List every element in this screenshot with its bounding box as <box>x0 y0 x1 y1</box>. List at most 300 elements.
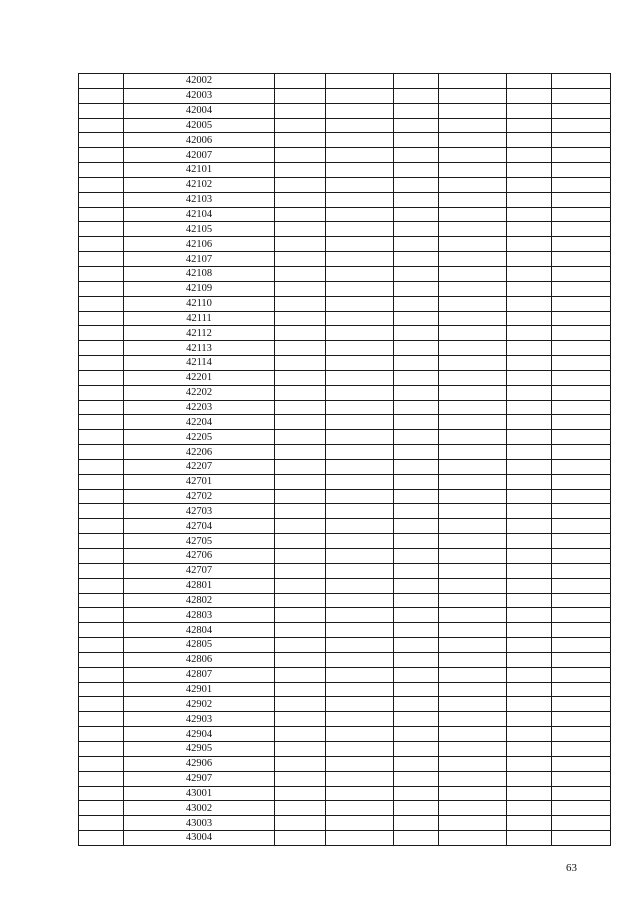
empty-cell <box>275 356 326 371</box>
code-cell: 42113 <box>124 341 275 356</box>
table-row <box>79 623 611 638</box>
table-row <box>79 415 611 430</box>
empty-cell <box>552 697 611 712</box>
empty-cell <box>326 88 394 103</box>
empty-cell <box>552 252 611 267</box>
empty-cell <box>552 356 611 371</box>
empty-cell <box>326 326 394 341</box>
empty-cell <box>79 207 124 222</box>
code-cell: 42206 <box>124 445 275 460</box>
empty-cell <box>275 148 326 163</box>
empty-cell <box>326 445 394 460</box>
empty-cell <box>439 281 507 296</box>
code-cell: 42804 <box>124 623 275 638</box>
empty-cell <box>507 741 552 756</box>
empty-cell <box>275 756 326 771</box>
empty-cell <box>552 549 611 564</box>
code-cell: 42705 <box>124 534 275 549</box>
empty-cell <box>439 148 507 163</box>
code-cell: 42104 <box>124 207 275 222</box>
table-row <box>79 118 611 133</box>
empty-cell <box>552 727 611 742</box>
empty-cell <box>552 712 611 727</box>
empty-cell <box>439 786 507 801</box>
empty-cell <box>439 177 507 192</box>
empty-cell <box>394 771 439 786</box>
empty-cell <box>394 252 439 267</box>
table-row <box>79 370 611 385</box>
empty-cell <box>79 430 124 445</box>
empty-cell <box>394 816 439 831</box>
table-row <box>79 341 611 356</box>
empty-cell <box>275 415 326 430</box>
empty-cell <box>326 727 394 742</box>
empty-cell <box>394 430 439 445</box>
empty-cell <box>439 400 507 415</box>
empty-cell <box>394 623 439 638</box>
empty-cell <box>552 103 611 118</box>
empty-cell <box>79 682 124 697</box>
empty-cell <box>326 608 394 623</box>
empty-cell <box>394 222 439 237</box>
empty-cell <box>79 88 124 103</box>
code-cell: 42204 <box>124 415 275 430</box>
table-row <box>79 608 611 623</box>
empty-cell <box>275 771 326 786</box>
empty-cell <box>507 118 552 133</box>
empty-cell <box>552 163 611 178</box>
empty-cell <box>552 489 611 504</box>
empty-cell <box>326 549 394 564</box>
empty-cell <box>507 88 552 103</box>
empty-cell <box>394 118 439 133</box>
empty-cell <box>552 593 611 608</box>
empty-cell <box>79 118 124 133</box>
empty-cell <box>507 459 552 474</box>
empty-cell <box>79 771 124 786</box>
code-cell: 42207 <box>124 459 275 474</box>
empty-cell <box>394 667 439 682</box>
code-cell: 42007 <box>124 148 275 163</box>
empty-cell <box>507 801 552 816</box>
code-cell: 42906 <box>124 756 275 771</box>
empty-cell <box>275 652 326 667</box>
empty-cell <box>79 578 124 593</box>
empty-cell <box>552 222 611 237</box>
empty-cell <box>394 415 439 430</box>
empty-cell <box>275 326 326 341</box>
empty-cell <box>507 667 552 682</box>
empty-cell <box>507 712 552 727</box>
table-row <box>79 519 611 534</box>
empty-cell <box>552 831 611 846</box>
table-row <box>79 237 611 252</box>
empty-cell <box>326 177 394 192</box>
empty-cell <box>507 756 552 771</box>
empty-cell <box>552 385 611 400</box>
empty-cell <box>552 296 611 311</box>
empty-cell <box>326 103 394 118</box>
empty-cell <box>394 370 439 385</box>
code-cell: 43003 <box>124 816 275 831</box>
empty-cell <box>275 341 326 356</box>
empty-cell <box>552 148 611 163</box>
empty-cell <box>79 133 124 148</box>
table-row <box>79 266 611 281</box>
empty-cell <box>79 148 124 163</box>
table-row <box>79 281 611 296</box>
code-cell: 42004 <box>124 103 275 118</box>
empty-cell <box>394 326 439 341</box>
empty-cell <box>552 519 611 534</box>
empty-cell <box>552 474 611 489</box>
empty-cell <box>439 356 507 371</box>
table-row <box>79 192 611 207</box>
empty-cell <box>79 296 124 311</box>
empty-cell <box>394 400 439 415</box>
empty-cell <box>79 74 124 89</box>
empty-cell <box>552 192 611 207</box>
empty-cell <box>326 519 394 534</box>
empty-cell <box>394 831 439 846</box>
empty-cell <box>326 192 394 207</box>
empty-cell <box>552 652 611 667</box>
empty-cell <box>439 459 507 474</box>
empty-cell <box>275 623 326 638</box>
empty-cell <box>507 103 552 118</box>
empty-cell <box>326 786 394 801</box>
empty-cell <box>439 192 507 207</box>
empty-cell <box>507 489 552 504</box>
empty-cell <box>507 177 552 192</box>
empty-cell <box>326 266 394 281</box>
empty-cell <box>439 741 507 756</box>
code-cell: 42107 <box>124 252 275 267</box>
table-row <box>79 667 611 682</box>
empty-cell <box>394 786 439 801</box>
code-cell: 42108 <box>124 266 275 281</box>
code-cell: 42006 <box>124 133 275 148</box>
empty-cell <box>79 519 124 534</box>
empty-cell <box>439 727 507 742</box>
empty-cell <box>275 177 326 192</box>
empty-cell <box>507 638 552 653</box>
code-cell: 43004 <box>124 831 275 846</box>
empty-cell <box>79 667 124 682</box>
empty-cell <box>79 326 124 341</box>
code-cell: 42701 <box>124 474 275 489</box>
empty-cell <box>326 163 394 178</box>
empty-cell <box>507 816 552 831</box>
empty-cell <box>552 400 611 415</box>
empty-cell <box>326 801 394 816</box>
code-cell: 42110 <box>124 296 275 311</box>
empty-cell <box>275 578 326 593</box>
empty-cell <box>275 519 326 534</box>
code-cell: 42807 <box>124 667 275 682</box>
empty-cell <box>552 667 611 682</box>
empty-cell <box>439 534 507 549</box>
empty-cell <box>507 727 552 742</box>
empty-cell <box>394 133 439 148</box>
empty-cell <box>394 266 439 281</box>
table-row <box>79 88 611 103</box>
table-row <box>79 534 611 549</box>
empty-cell <box>439 801 507 816</box>
empty-cell <box>394 177 439 192</box>
code-cell: 42112 <box>124 326 275 341</box>
empty-cell <box>552 237 611 252</box>
code-cell: 42905 <box>124 741 275 756</box>
empty-cell <box>552 207 611 222</box>
empty-cell <box>326 816 394 831</box>
empty-cell <box>79 311 124 326</box>
table-row <box>79 831 611 846</box>
empty-cell <box>507 504 552 519</box>
empty-cell <box>326 638 394 653</box>
empty-cell <box>552 370 611 385</box>
empty-cell <box>326 430 394 445</box>
table-row <box>79 563 611 578</box>
table-row <box>79 177 611 192</box>
empty-cell <box>507 430 552 445</box>
empty-cell <box>439 88 507 103</box>
empty-cell <box>326 341 394 356</box>
empty-cell <box>507 445 552 460</box>
empty-cell <box>507 74 552 89</box>
empty-cell <box>275 459 326 474</box>
code-cell: 42201 <box>124 370 275 385</box>
empty-cell <box>507 370 552 385</box>
empty-cell <box>79 385 124 400</box>
empty-cell <box>275 489 326 504</box>
empty-cell <box>275 207 326 222</box>
empty-cell <box>79 459 124 474</box>
empty-cell <box>394 207 439 222</box>
empty-cell <box>439 74 507 89</box>
empty-cell <box>394 578 439 593</box>
empty-cell <box>326 118 394 133</box>
code-cell: 42801 <box>124 578 275 593</box>
empty-cell <box>439 326 507 341</box>
table-row <box>79 430 611 445</box>
empty-cell <box>507 534 552 549</box>
empty-cell <box>507 252 552 267</box>
table-row <box>79 103 611 118</box>
table-row <box>79 222 611 237</box>
table-row <box>79 489 611 504</box>
empty-cell <box>326 697 394 712</box>
empty-cell <box>439 816 507 831</box>
table-row <box>79 578 611 593</box>
empty-cell <box>394 385 439 400</box>
empty-cell <box>275 741 326 756</box>
empty-cell <box>394 697 439 712</box>
empty-cell <box>326 222 394 237</box>
empty-cell <box>326 756 394 771</box>
table-row <box>79 727 611 742</box>
empty-cell <box>275 831 326 846</box>
empty-cell <box>79 623 124 638</box>
table-row <box>79 771 611 786</box>
empty-cell <box>439 237 507 252</box>
table-row <box>79 252 611 267</box>
empty-cell <box>394 519 439 534</box>
empty-cell <box>552 741 611 756</box>
code-cell: 42706 <box>124 549 275 564</box>
empty-cell <box>79 563 124 578</box>
empty-cell <box>439 563 507 578</box>
empty-cell <box>326 311 394 326</box>
empty-cell <box>507 133 552 148</box>
empty-cell <box>326 252 394 267</box>
empty-cell <box>326 667 394 682</box>
empty-cell <box>326 474 394 489</box>
code-table-sheet <box>78 73 610 846</box>
empty-cell <box>79 237 124 252</box>
empty-cell <box>275 712 326 727</box>
code-cell: 42109 <box>124 281 275 296</box>
table-row <box>79 682 611 697</box>
empty-cell <box>326 489 394 504</box>
table-row <box>79 148 611 163</box>
code-cell: 42707 <box>124 563 275 578</box>
empty-cell <box>394 727 439 742</box>
empty-cell <box>439 296 507 311</box>
table-row <box>79 133 611 148</box>
empty-cell <box>394 534 439 549</box>
empty-cell <box>552 534 611 549</box>
table-row <box>79 504 611 519</box>
code-cell: 42203 <box>124 400 275 415</box>
empty-cell <box>326 400 394 415</box>
empty-cell <box>439 370 507 385</box>
empty-cell <box>275 430 326 445</box>
empty-cell <box>79 252 124 267</box>
empty-cell <box>79 697 124 712</box>
table-row <box>79 638 611 653</box>
empty-cell <box>552 133 611 148</box>
empty-cell <box>552 118 611 133</box>
empty-cell <box>275 786 326 801</box>
code-cell: 42901 <box>124 682 275 697</box>
empty-cell <box>507 326 552 341</box>
empty-cell <box>79 549 124 564</box>
empty-cell <box>394 445 439 460</box>
empty-cell <box>275 563 326 578</box>
empty-cell <box>439 623 507 638</box>
code-cell: 42702 <box>124 489 275 504</box>
empty-cell <box>394 74 439 89</box>
empty-cell <box>275 296 326 311</box>
empty-cell <box>394 459 439 474</box>
empty-cell <box>439 652 507 667</box>
empty-cell <box>326 296 394 311</box>
code-cell: 42805 <box>124 638 275 653</box>
empty-cell <box>275 311 326 326</box>
empty-cell <box>439 252 507 267</box>
empty-cell <box>507 341 552 356</box>
empty-cell <box>439 578 507 593</box>
empty-cell <box>439 667 507 682</box>
table-row <box>79 549 611 564</box>
empty-cell <box>326 370 394 385</box>
empty-cell <box>326 652 394 667</box>
empty-cell <box>439 712 507 727</box>
empty-cell <box>326 237 394 252</box>
empty-cell <box>439 697 507 712</box>
empty-cell <box>394 192 439 207</box>
empty-cell <box>394 593 439 608</box>
empty-cell <box>275 801 326 816</box>
empty-cell <box>79 712 124 727</box>
empty-cell <box>275 638 326 653</box>
empty-cell <box>79 281 124 296</box>
empty-cell <box>275 74 326 89</box>
empty-cell <box>439 474 507 489</box>
empty-cell <box>79 504 124 519</box>
empty-cell <box>439 385 507 400</box>
empty-cell <box>275 118 326 133</box>
table-row <box>79 385 611 400</box>
empty-cell <box>552 563 611 578</box>
empty-cell <box>507 697 552 712</box>
table-row <box>79 816 611 831</box>
empty-cell <box>507 281 552 296</box>
code-cell: 42907 <box>124 771 275 786</box>
empty-cell <box>439 771 507 786</box>
empty-cell <box>275 103 326 118</box>
empty-cell <box>439 549 507 564</box>
empty-cell <box>507 549 552 564</box>
empty-cell <box>326 281 394 296</box>
empty-cell <box>552 682 611 697</box>
empty-cell <box>394 756 439 771</box>
empty-cell <box>79 786 124 801</box>
table-row <box>79 311 611 326</box>
table-row <box>79 756 611 771</box>
empty-cell <box>275 727 326 742</box>
code-cell: 42003 <box>124 88 275 103</box>
empty-cell <box>79 756 124 771</box>
empty-cell <box>552 177 611 192</box>
empty-cell <box>439 430 507 445</box>
empty-cell <box>552 608 611 623</box>
code-cell: 42106 <box>124 237 275 252</box>
empty-cell <box>275 474 326 489</box>
table-row <box>79 163 611 178</box>
code-cell: 42703 <box>124 504 275 519</box>
page-number: 63 <box>566 862 577 874</box>
code-cell: 42111 <box>124 311 275 326</box>
empty-cell <box>394 652 439 667</box>
empty-cell <box>326 623 394 638</box>
empty-cell <box>326 578 394 593</box>
empty-cell <box>275 163 326 178</box>
empty-cell <box>439 207 507 222</box>
empty-cell <box>326 771 394 786</box>
table-row <box>79 712 611 727</box>
empty-cell <box>275 534 326 549</box>
empty-cell <box>79 103 124 118</box>
empty-cell <box>507 608 552 623</box>
empty-cell <box>79 652 124 667</box>
empty-cell <box>439 266 507 281</box>
empty-cell <box>326 831 394 846</box>
empty-cell <box>439 163 507 178</box>
table-row <box>79 326 611 341</box>
empty-cell <box>275 549 326 564</box>
